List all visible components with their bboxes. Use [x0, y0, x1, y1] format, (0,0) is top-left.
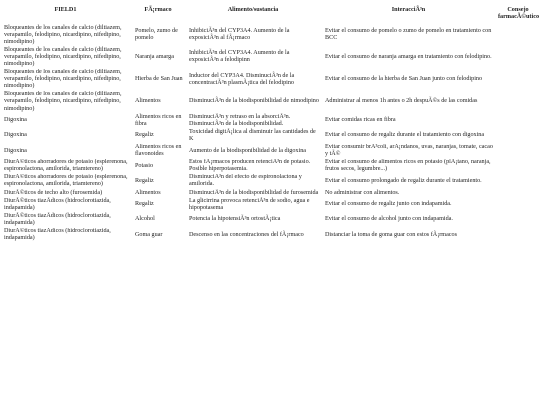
table-cell-interaccion: Administrar al menos 1h antes o 2h despuÃ©s de las comidas: [325, 98, 478, 105]
table-cell-consejo: [496, 197, 540, 212]
table-cell-farmaco: Naranja amarga: [135, 53, 174, 60]
table-row: [0, 159, 540, 174]
header-interaccion: InteracciÃ³n: [391, 6, 426, 13]
table-cell-alimento: Toxicidad digitÃ¡lica al disminuir las cantidades de K: [189, 128, 316, 142]
header-farmaco: FÃ¡rmaco: [144, 6, 172, 13]
table-cell-consejo: [496, 91, 540, 113]
table-cell-farmaco: Alimentos: [135, 189, 161, 196]
table-cell-farmaco: Regaliz: [135, 132, 154, 139]
table-row: [0, 228, 540, 243]
table-row: [0, 144, 540, 159]
header-alimento: Alimento/sustancia: [227, 6, 279, 13]
table-cell-field1: Bloqueantes de los canales de calcio (diltiazem, verapamilo, felodipino, nicardipino, nifedipino, nimodipino): [4, 24, 122, 45]
table-cell-farmaco: Hierba de San Juan: [135, 76, 183, 83]
table-cell-consejo: [496, 24, 540, 46]
table-cell-consejo: [496, 174, 540, 189]
table-cell-alimento: InhibiciÃ³n del CYP3A4. Aumento de la exposiciÃ³n al fÃ¡rmaco: [189, 28, 290, 42]
table-row: [0, 69, 540, 91]
table-cell-consejo: [496, 189, 540, 197]
table-cell-alimento: Inductor del CYP3A4. DisminuciÃ³n de la concentraciÃ³n plasmÃ¡tica del felodipino: [189, 72, 295, 86]
table-cell-farmaco: Alimentos ricos en flavonoides: [135, 144, 182, 158]
table-cell-interaccion: Evitar el consumo de alcohol junto con indapamida.: [325, 216, 453, 223]
table-cell-consejo: [496, 212, 540, 227]
table-cell-field1: DiurÃ©ticos tiazÃdicos (hidroclorotiazida, indapamida): [4, 197, 111, 211]
table-cell-field1: Digoxina: [4, 147, 27, 154]
table-cell-alimento: Descenso en las concentraciones del fÃ¡rmaco: [189, 231, 304, 238]
table-cell-farmaco: Potasio: [135, 162, 154, 169]
table-cell-alimento: DisminuciÃ³n de la biodisponibilidad de furosemida: [189, 189, 319, 196]
table-cell-field1: DiurÃ©ticos ahorradores de potasio (esplerenona, espironolactona, amilorida, triamtereno): [4, 159, 128, 173]
table-cell-interaccion: Evitar el consumo de pomelo o zumo de pomelo en tratamiento con BCC: [325, 28, 492, 42]
table-cell-consejo: [496, 113, 540, 128]
table-cell-interaccion: Distanciar la toma de goma guar con estos fÃ¡rmacos: [325, 231, 457, 238]
table-row: [0, 46, 540, 68]
table-cell-interaccion: Evitar el consumo de naranja amarga en tratamiento con felodipino.: [325, 53, 492, 60]
table-row: [0, 189, 540, 197]
table-cell-interaccion: No administrar con alimentos.: [325, 189, 400, 196]
table-cell-interaccion: Evitar el consumo de regaliz junto con indapamida.: [325, 201, 452, 208]
table-row: [0, 212, 540, 227]
table-cell-consejo: [496, 228, 540, 243]
table-cell-alimento: Estos fÃ¡rmacos producen retenciÃ³n de potasio. Posible hiperpotasemia.: [189, 159, 311, 173]
table-row: [0, 113, 540, 128]
table-cell-field1: Bloqueantes de los canales de calcio (diltiazem, verapamilo, felodipino, nicardipino, nifedipino, nimodipino): [4, 91, 122, 112]
table-cell-interaccion: Evitar comidas ricas en fibra: [325, 117, 396, 124]
table-cell-farmaco: Alimentos ricos en fibra: [135, 113, 182, 127]
table-cell-field1: Bloqueantes de los canales de calcio (diltiazem, verapamilo, felodipino, nicardipino, nifedipino, nimodipino): [4, 46, 122, 67]
table-cell-interaccion: Evitar el consumo de la hierba de San Juan junto con felodipino: [325, 76, 483, 83]
table-cell-farmaco: Regaliz: [135, 177, 154, 184]
header-field1: FIELD1: [54, 6, 77, 13]
table-cell-interaccion: Evitar el consumo prolongado de regaliz durante el tratamiento.: [325, 177, 482, 184]
table-body: [0, 24, 540, 243]
interactions-table: [0, 6, 540, 243]
table-cell-alimento: Aumento de la biodisponibilidad de la digoxina: [189, 147, 306, 154]
table-cell-field1: Bloqueantes de los canales de calcio (diltiazem, verapamilo, felodipino, nicardipino, nifedipino, nimodipino): [4, 69, 122, 90]
table-cell-field1: DiurÃ©ticos tiazÃdicos (hidroclorotiazida, indapamida): [4, 228, 111, 242]
table-cell-alimento: InhibiciÃ³n del CYP3A4. Aumento de la exposiciÃ³n a felodipinn: [189, 50, 290, 64]
table-row: [0, 24, 540, 46]
table-header-row: [0, 6, 540, 24]
table-cell-field1: DiurÃ©ticos ahorradores de potasio (esplerenona, espironolactona, amilorida, triamtereno): [4, 174, 128, 188]
table-cell-field1: DiurÃ©ticos tiazÃdicos (hidroclorotiazida, indapamida): [4, 212, 111, 226]
table-cell-alimento: Potencia la hipotensiÃ³n ortostÃ¡tica: [189, 216, 281, 223]
table-cell-farmaco: Regaliz: [135, 201, 154, 208]
table-cell-field1: Digoxina: [4, 117, 27, 124]
table-cell-consejo: [496, 128, 540, 143]
table-cell-farmaco: Alimentos: [135, 98, 161, 105]
table-cell-alimento: DisminuciÃ³n de la biodisponibilidad de nimodipino: [189, 98, 319, 105]
table-cell-alimento: DisminuciÃ³n del efecto de espironolactona y amilorida.: [189, 174, 302, 188]
table-cell-consejo: [496, 69, 540, 91]
table-cell-consejo: [496, 159, 540, 174]
table-row: [0, 197, 540, 212]
table-row: [0, 174, 540, 189]
table-cell-interaccion: Evitar consumir brÃ³coli, arÃ¡ndanos, uvas, naranjas, tomate, cacao y tÃ©: [325, 144, 493, 158]
table-cell-consejo: [496, 46, 540, 68]
table-cell-alimento: DisminuciÃ³n y retraso en la absorciÃ³n. DisminuciÃ³n de la biodisponibilidad.: [189, 113, 291, 127]
table-row: [0, 91, 540, 113]
table-cell-interaccion: Evitar el consumo de regaliz durante el tratamiento con digoxina: [325, 132, 485, 139]
table-row: [0, 128, 540, 143]
header-consejo: Consejo farmacÃ©utico: [498, 6, 540, 20]
table-cell-farmaco: Alcohol: [135, 216, 155, 223]
table-cell-interaccion: Evitar el consumo de alimentos ricos en potasio (plÃ¡tano, naranja, frutos secos, legumbre...): [325, 159, 491, 173]
table-cell-field1: Digoxina: [4, 132, 27, 139]
table-cell-consejo: [496, 144, 540, 159]
table-cell-field1: DiurÃ©ticos de techo alto (furosemida): [4, 189, 103, 196]
table-cell-farmaco: Pomelo, zumo de pomelo: [135, 28, 178, 42]
table-cell-farmaco: Goma guar: [135, 231, 163, 238]
table-cell-alimento: La glicirrina provoca retenciÃ³n de sodio, agua e hipopotasema: [189, 197, 310, 211]
